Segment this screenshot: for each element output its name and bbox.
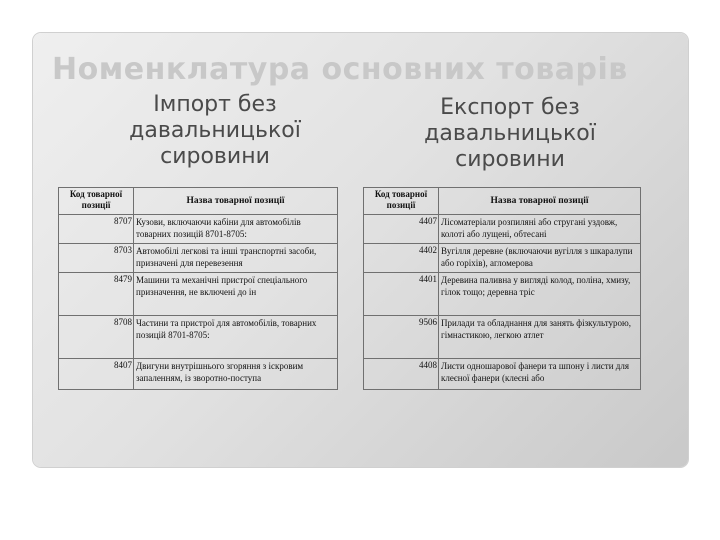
table-row <box>364 359 641 390</box>
code-cell: 8407 <box>59 359 134 390</box>
code-cell: 4407 <box>364 215 439 244</box>
code-cell: 9506 <box>364 316 439 359</box>
export-table <box>363 187 641 390</box>
table-row <box>59 273 338 316</box>
name-cell: Лісоматеріали розпиляні або стругані уздовж, колоті або лущені, обтесані <box>439 215 641 244</box>
name-column-header: Назва товарної позиції <box>439 188 641 215</box>
table-row <box>364 273 641 316</box>
name-column-header: Назва товарної позиції <box>134 188 338 215</box>
table-row <box>364 244 641 273</box>
code-column-header: Код товарної позиції <box>364 188 439 215</box>
import-heading: Імпорт без давальницької сировини <box>129 92 301 169</box>
name-cell: Кузови, включаючи кабіни для автомобілів товарних позицій 8701-8705: <box>134 215 338 244</box>
export-heading: Експорт без давальницької сировини <box>424 95 596 172</box>
code-cell: 8703 <box>59 244 134 273</box>
table-header-row <box>364 188 641 215</box>
code-cell: 4402 <box>364 244 439 273</box>
code-column-header: Код товарної позиції <box>59 188 134 215</box>
table-row <box>59 316 338 359</box>
slide-title: Номенклатура основних товарів <box>52 52 628 87</box>
name-cell: Частини та пристрої для автомобілів, товарних позицій 8701-8705: <box>134 316 338 359</box>
name-cell: Двигуни внутрішнього згоряння з іскровим запаленням, із зворотно-поступа <box>134 359 338 390</box>
code-cell: 8708 <box>59 316 134 359</box>
name-cell: Автомобілі легкові та інші транспортні засоби, призначені для перевезення <box>134 244 338 273</box>
name-cell: Машини та механічні пристрої спеціального призначення, не включені до ін <box>134 273 338 316</box>
table-row <box>364 316 641 359</box>
code-cell: 8479 <box>59 273 134 316</box>
name-cell: Вугілля деревне (включаючи вугілля з шкаралупи або горіхів), агломерова <box>439 244 641 273</box>
table-row <box>364 215 641 244</box>
code-cell: 4401 <box>364 273 439 316</box>
table-header-row <box>59 188 338 215</box>
code-cell: 8707 <box>59 215 134 244</box>
table-row <box>59 359 338 390</box>
code-cell: 4408 <box>364 359 439 390</box>
name-cell: Листи одношарової фанери та шпону і листи для клеєної фанери (клеєні або <box>439 359 641 390</box>
table-row <box>59 215 338 244</box>
name-cell: Прилади та обладнання для занять фізкультурою, гімнастикою, легкою атлет <box>439 316 641 359</box>
name-cell: Деревина паливна у вигляді колод, поліна, хмизу, гілок тощо; деревна тріс <box>439 273 641 316</box>
table-row <box>59 244 338 273</box>
import-table <box>58 187 338 390</box>
